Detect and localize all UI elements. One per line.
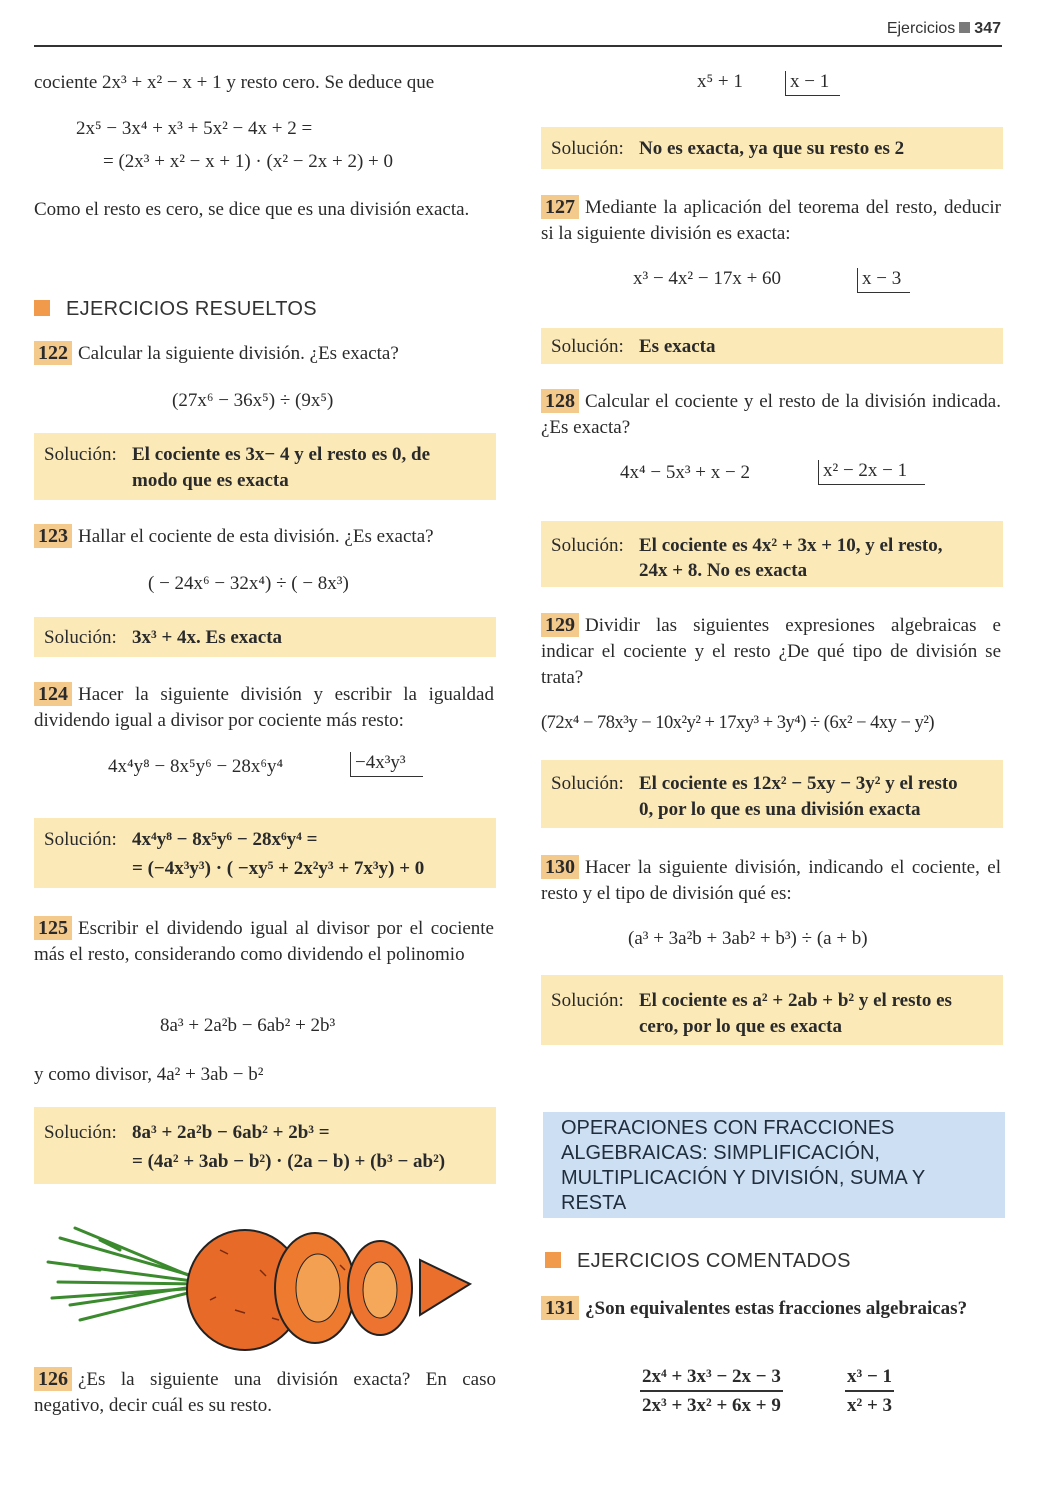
- fraction-1: [640, 1366, 783, 1417]
- fraction-2-numerator: x³ − 1: [845, 1366, 894, 1392]
- solution-line-1: El cociente es 12x² − 5xy − 3y² y el resto: [639, 773, 958, 794]
- carrot-illustration: [40, 1210, 490, 1360]
- exercise-127-dividend: x³ − 4x² − 17x + 60: [633, 268, 782, 289]
- solution-box-124: [34, 818, 496, 888]
- header-section: Ejercicios: [886, 20, 956, 37]
- solution-label: Solución:: [551, 773, 624, 794]
- section-heading-resueltos: EJERCICIOS RESUELTOS: [34, 298, 317, 321]
- solution-box-126: [541, 127, 1003, 169]
- exercise-text: ¿Son equivalentes estas fracciones algebraicas?: [585, 1298, 968, 1319]
- top-divisor: x − 1: [785, 71, 840, 96]
- exercise-125-divisor-line: y como divisor, 4a² + 3ab − b²: [34, 1064, 264, 1085]
- conclusion-text: Como el resto es cero, se dice que es una división exacta.: [34, 199, 470, 220]
- page-header: [887, 20, 1001, 38]
- exercise-text: ¿Es la siguiente una división exacta? En caso negativo, decir cuál es su resto.: [34, 1369, 496, 1416]
- exercise-126: [34, 1367, 496, 1419]
- section-square-icon: [34, 300, 50, 316]
- equation-line-2: = (2x³ + x² − x + 1) · (x² − 2x + 2) + 0: [103, 151, 393, 172]
- exercise-number: 127: [541, 195, 579, 219]
- exercise-text: Calcular el cociente y el resto de la división indicada. ¿Es exacta?: [541, 391, 1001, 438]
- exercise-124-divisor: −4x³y³: [350, 752, 423, 777]
- solution-line-2: = (−4x³y³) · ( −xy⁵ + 2x²y³ + 7x³y) + 0: [132, 858, 425, 879]
- exercise-124-dividend: 4x⁴y⁸ − 8x⁵y⁶ − 28x⁶y⁴: [108, 756, 284, 777]
- exercise-131: [541, 1296, 1003, 1322]
- solution-line-2: = (4a² + 3ab − b²) · (2a − b) + (b³ − ab²): [132, 1151, 446, 1172]
- exercise-number: 124: [34, 682, 72, 706]
- solution-label: Solución:: [44, 627, 117, 648]
- exercise-text: Hallar el cociente de esta división. ¿Es exacta?: [78, 526, 434, 547]
- exercise-text: Escribir el dividendo igual al divisor por el cociente más el resto, considerando como dividendo el polinomio: [34, 918, 494, 965]
- header-square-icon: [959, 22, 970, 33]
- fraction-1-denominator: 2x³ + 3x² + 6x + 9: [642, 1395, 781, 1416]
- exercise-128-dividend: 4x⁴ − 5x³ + x − 2: [620, 462, 750, 483]
- exercise-122-math: (27x⁶ − 36x⁵) ÷ (9x⁵): [172, 390, 334, 411]
- solution-label: Solución:: [44, 1122, 117, 1143]
- exercise-number: 123: [34, 524, 72, 548]
- exercise-125-math: 8a³ + 2a²b − 6ab² + 2b³: [160, 1015, 336, 1036]
- topic-box: [543, 1112, 1005, 1218]
- solution-box-123: [34, 617, 496, 657]
- exercise-number: 125: [34, 916, 72, 940]
- exercise-number: 129: [541, 613, 579, 637]
- exercise-130: [541, 855, 1001, 907]
- exercise-129-math: (72x⁴ − 78x³y − 10x²y² + 17xy³ + 3y⁴) ÷ (6x² − 4xy − y²): [541, 713, 935, 733]
- exercise-128-divisor: x² − 2x − 1: [818, 460, 925, 485]
- solution-box-125: [34, 1107, 496, 1184]
- solution-line-1: Es exacta: [639, 336, 716, 357]
- exercise-text: Hacer la siguiente división, indicando el cociente, el resto y el tipo de división qué es:: [541, 857, 1001, 904]
- solution-line-1: 3x³ + 4x. Es exacta: [132, 627, 283, 648]
- exercise-129: [541, 613, 1001, 691]
- exercise-number: 131: [541, 1296, 579, 1320]
- solution-line-2: 24x + 8. No es exacta: [639, 560, 808, 581]
- exercise-130-math: (a³ + 3a²b + 3ab² + b³) ÷ (a + b): [628, 928, 868, 949]
- solution-line-1: 8a³ + 2a²b − 6ab² + 2b³ =: [132, 1122, 330, 1143]
- exercise-number: 126: [34, 1367, 72, 1391]
- exercise-127: [541, 195, 1001, 247]
- solution-label: Solución:: [44, 444, 117, 465]
- solution-line-2: 0, por lo que es una división exacta: [639, 799, 921, 820]
- solution-box-130: [541, 975, 1003, 1045]
- solution-line-1: 4x⁴y⁸ − 8x⁵y⁶ − 28x⁶y⁴ =: [132, 829, 318, 850]
- solution-box-128: [541, 521, 1003, 587]
- exercise-125: [34, 916, 494, 968]
- solution-line-1: El cociente es 3x− 4 y el resto es 0, de: [132, 444, 431, 465]
- solution-label: Solución:: [551, 138, 624, 159]
- page-number: 347: [974, 20, 1001, 37]
- top-dividend: x⁵ + 1: [697, 71, 743, 92]
- solution-box-129: [541, 760, 1003, 828]
- section-heading-comentados: EJERCICIOS COMENTADOS: [545, 1250, 851, 1273]
- topic-title: OPERACIONES CON FRACCIONES ALGEBRAICAS: SIMPLIFICACIÓN, MULTIPLICACIÓN Y DIVISIÓN, SUMA Y RESTA: [561, 1117, 925, 1214]
- fraction-1-numerator: 2x⁴ + 3x³ − 2x − 3: [640, 1366, 783, 1392]
- exercise-123: [34, 524, 504, 550]
- solution-line-1: El cociente es a² + 2ab + b² y el resto es: [639, 990, 952, 1011]
- exercise-number: 130: [541, 855, 579, 879]
- exercise-127-divisor: x − 3: [857, 268, 910, 293]
- equation-line-1: 2x⁵ − 3x⁴ + x³ + 5x² − 4x + 2 =: [76, 118, 313, 139]
- exercise-123-math: ( − 24x⁶ − 32x⁴) ÷ ( − 8x³): [148, 573, 349, 594]
- exercise-text: Hacer la siguiente división y escribir la igualdad dividendo igual a divisor por cociente más resto:: [34, 684, 494, 731]
- fraction-2: [845, 1366, 894, 1417]
- section-square-icon: [545, 1252, 561, 1268]
- exercise-text: Calcular la siguiente división. ¿Es exacta?: [78, 343, 399, 364]
- solution-box-127: [541, 328, 1003, 364]
- solution-label: Solución:: [551, 535, 624, 556]
- solution-line-2: cero, por lo que es exacta: [639, 1016, 842, 1037]
- fraction-2-denominator: x² + 3: [847, 1395, 893, 1416]
- exercise-text: Dividir las siguientes expresiones algebraicas e indicar el cociente y el resto ¿De qué tipo de división se trata?: [541, 615, 1001, 688]
- exercise-number: 128: [541, 389, 579, 413]
- header-rule: [34, 45, 1002, 47]
- solution-label: Solución:: [551, 336, 624, 357]
- solution-line-2: modo que es exacta: [132, 470, 289, 491]
- exercise-number: 122: [34, 341, 72, 365]
- intro-line: cociente 2x³ + x² − x + 1 y resto cero. Se deduce que: [34, 72, 435, 93]
- solution-line-1: El cociente es 4x² + 3x + 10, y el resto,: [639, 535, 943, 556]
- exercise-122: [34, 341, 494, 367]
- exercise-text: Mediante la aplicación del teorema del resto, deducir si la siguiente división es exacta:: [541, 197, 1001, 244]
- solution-label: Solución:: [551, 990, 624, 1011]
- solution-box-122: [34, 433, 496, 500]
- solution-line-1: No es exacta, ya que su resto es 2: [639, 138, 905, 159]
- exercise-128: [541, 389, 1001, 441]
- solution-label: Solución:: [44, 829, 117, 850]
- exercise-124: [34, 682, 494, 734]
